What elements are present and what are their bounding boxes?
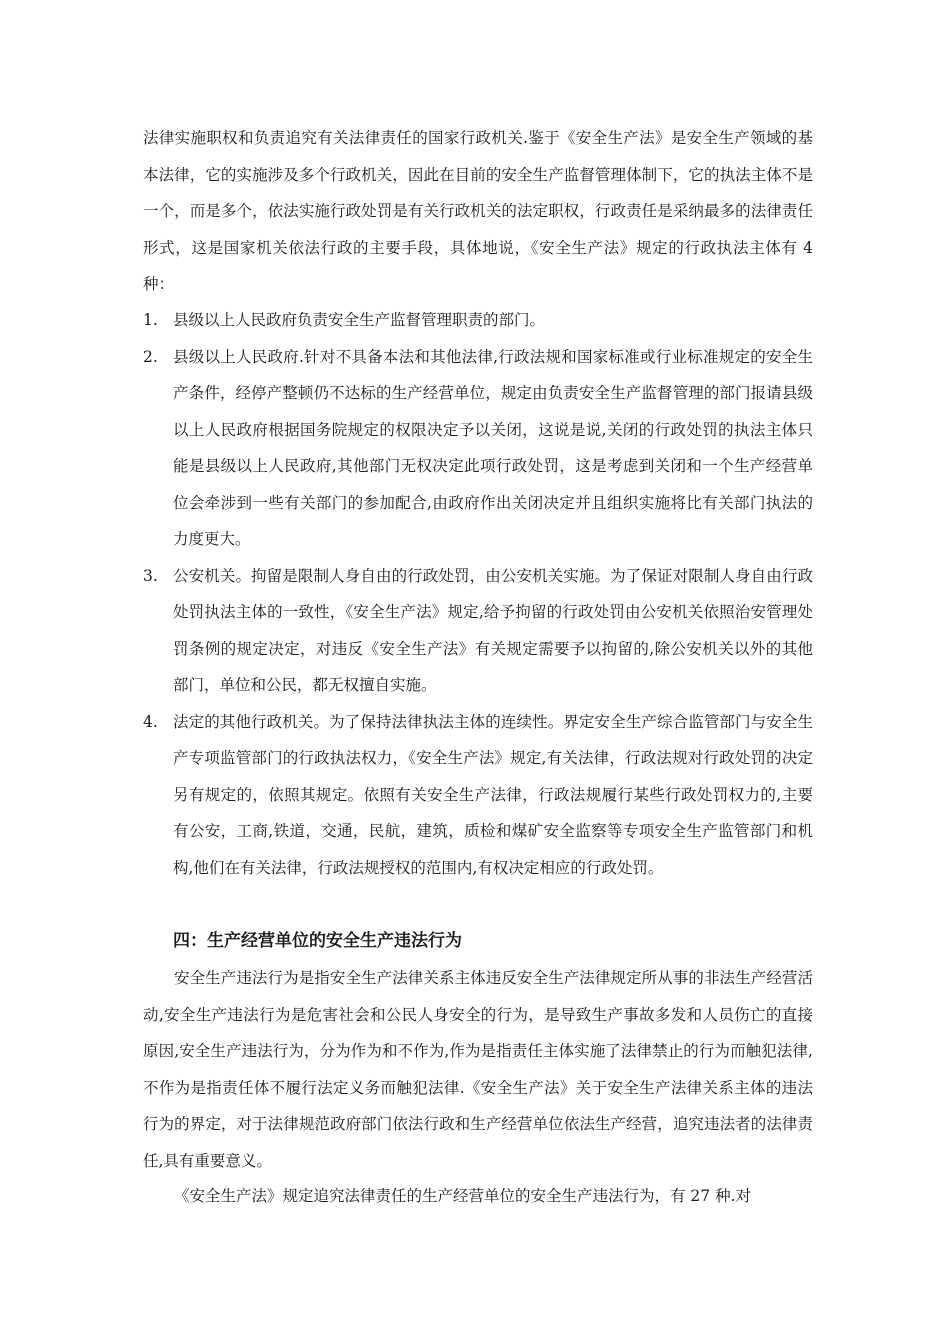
body-paragraph: 安全生产违法行为是指安全生产法律关系主体违反安全生产法律规定所从事的非法生产经营活动,安全生产违法行为是危害社会和公民人身安全的行为，是导致生产事故多发和人员伤亡的直接原因,安全生产违法行为，分为作为和不作为,作为是指责任主体实施了法律禁止的行为而触犯法律,不作为是指责任体不履行法定义务而触犯法律.《安全生产法》关于安全生产法律关系主体的违法行为的界定，对于法律规范政府部门依法行政和生产经营单位依法生产经营，追究违法者的法律责任,具有重要意义。 xyxy=(143,969,813,1170)
list-item-number: 1. xyxy=(143,311,158,329)
list-item xyxy=(143,704,813,887)
list-item-number: 2. xyxy=(143,347,158,366)
list-item-text: 公安机关。拘留是限制人身自由的行政处罚，由公安机关实施。为了保证对限制人身自由行政处罚执法主体的一致性，《安全生产法》规定,给予拘留的行政处罚由公安机关依照治安管理处罚条例的规定决定，对违反《安全生产法》有关规定需要予以拘留的,除公安机关以外的其他部门，单位和公民，都无权擅自实施。 xyxy=(173,566,813,694)
enforcement-subject-list xyxy=(143,302,813,886)
list-item xyxy=(143,339,813,558)
body-paragraph: 《安全生产法》规定追究法律责任的生产经营单位的安全生产违法行为，有 27 种.对 xyxy=(174,1187,752,1205)
intro-paragraph: 法律实施职权和负责追究有关法律责任的国家行政机关.鉴于《安全生产法》是安全生产领域的基本法律，它的实施涉及多个行政机关，因此在目前的安全生产监督管理体制下，它的执法主体不是一个，而是多个，依法实施行政处罚是有关行政机关的法定职权，行政责任是采纳最多的法律责任形式，这是国家机关依法行政的主要手段，具体地说，《安全生产法》规定的行政执法主体有 4 种： xyxy=(143,129,813,293)
list-item-text: 县级以上人民政府负责安全生产监督管理职责的部门。 xyxy=(173,311,546,329)
list-item xyxy=(143,558,813,704)
list-item-text: 法定的其他行政机关。为了保持法律执法主体的连续性。界定安全生产综合监管部门与安全生产专项监管部门的行政执法权力，《安全生产法》规定,有关法律，行政法规对行政处罚的决定另有规定的，依照其规定。依照有关安全生产法律，行政法规履行某些行政处罚权力的,主要有公安，工商,铁道，交通，民航，建筑，质检和煤矿安全监察等专项安全生产监管部门和机构,他们在有关法律，行政法规授权的范围内,有权决定相应的行政处罚。 xyxy=(173,712,813,877)
list-item-text: 县级以上人民政府.针对不具备本法和其他法律,行政法规和国家标准或行业标准规定的安全生产条件，经停产整顿仍不达标的生产经营单位，规定由负责安全生产监督管理的部门报请县级以上人民政府根据国务院规定的权限决定予以关闭，这说是说,关闭的行政处罚的执法主体只能是县级以上人民政府,其他部门无权决定此项行政处罚，这是考虑到关闭和一个生产经营单位会牵涉到一些有关部门的参加配合,由政府作出关闭决定并且组织实施将比有关部门执法的力度更大。 xyxy=(173,347,813,548)
list-item-number: 4. xyxy=(143,712,158,731)
section-heading: 四：生产经营单位的安全生产违法行为 xyxy=(173,931,462,951)
list-item-number: 3. xyxy=(143,566,158,585)
list-item xyxy=(143,302,813,339)
